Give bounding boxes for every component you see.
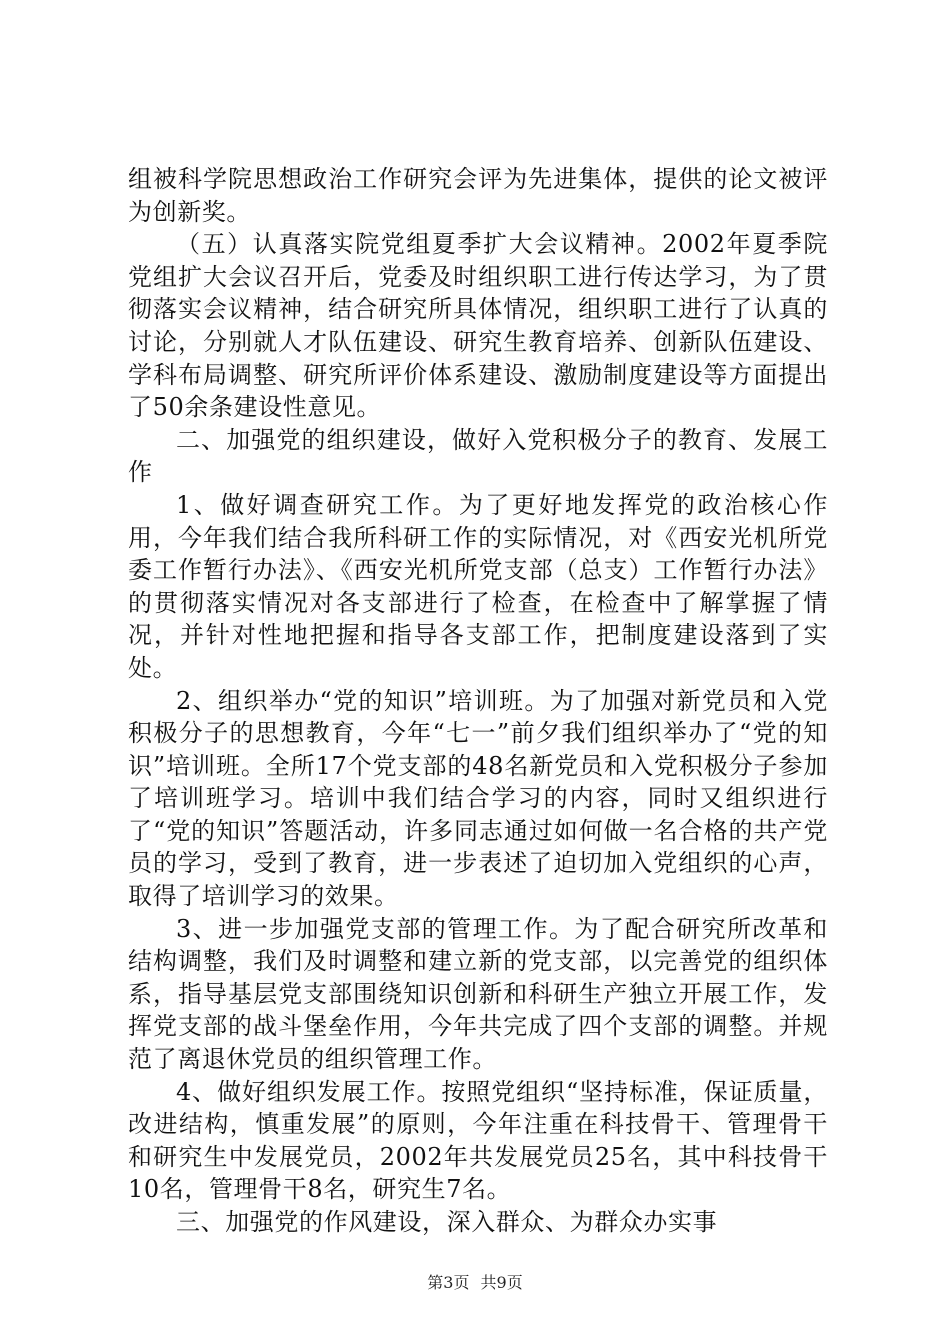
paragraph-item-4: 4、做好组织发展工作。按照党组织“坚持标准，保证质量，改进结构，慎重发展”的原则，今年注重在科技骨干、管理骨干和研究生中发展党员，2002年共发展党员25名，其中科技骨干10名，管理骨干8名，研究生7名。 bbox=[128, 1077, 828, 1204]
section-heading-2: 二、加强党的组织建设，做好入党积极分子的教育、发展工作 bbox=[128, 425, 828, 487]
page-number: 第3页 bbox=[427, 1273, 470, 1292]
paragraph-continuation: 组被科学院思想政治工作研究会评为先进集体，提供的论文被评为创新奖。 bbox=[128, 165, 828, 226]
paragraph-item-3: 3、进一步加强党支部的管理工作。为了配合研究所改革和结构调整，我们及时调整和建立新的党支部，以完善党的组织体系，指导基层党支部围绕知识创新和科研生产独立开展工作，发挥党支部的战斗堡垒作用，今年共完成了四个支部的调整。并规范了离退休党员的组织管理工作。 bbox=[128, 914, 828, 1074]
page-footer bbox=[0, 1270, 950, 1293]
page-total: 共9页 bbox=[480, 1273, 523, 1292]
paragraph-item-1: 1、做好调查研究工作。为了更好地发挥党的政治核心作用，今年我们结合我所科研工作的实际情况，对《西安光机所党委工作暂行办法》、《西安光机所党支部（总支）工作暂行办法》的贯彻落实情况对各支部进行了检查，在检查中了解掌握了情况，并针对性地把握和指导各支部工作，把制度建设落到了实处。 bbox=[128, 490, 828, 682]
paragraph-section-5: （五）认真落实院党组夏季扩大会议精神。2002年夏季院党组扩大会议召开后，党委及时组织职工进行传达学习，为了贯彻落实会议精神，结合研究所具体情况，组织职工进行了认真的讨论，分别就人才队伍建设、研究生教育培养、创新队伍建设、学科布局调整、研究所评价体系建设、激励制度建设等方面提出了50余条建设性意见。 bbox=[128, 230, 828, 422]
paragraph-item-2: 2、组织举办“党的知识”培训班。为了加强对新党员和入党积极分子的思想教育，今年“七一”前夕我们组织举办了“党的知识”培训班。全所17个党支部的48名新党员和入党积极分子参加了培训班学习。培训中我们结合学习的内容，同时又组织进行了“党的知识”答题活动，许多同志通过如何做一名合格的共产党员的学习，受到了教育，进一步表述了迫切加入党组织的心声，取得了培训学习的效果。 bbox=[128, 686, 828, 911]
body-text bbox=[128, 163, 828, 1239]
section-heading-3: 三、加强党的作风建设，深入群众、为群众办实事 bbox=[176, 1208, 718, 1236]
